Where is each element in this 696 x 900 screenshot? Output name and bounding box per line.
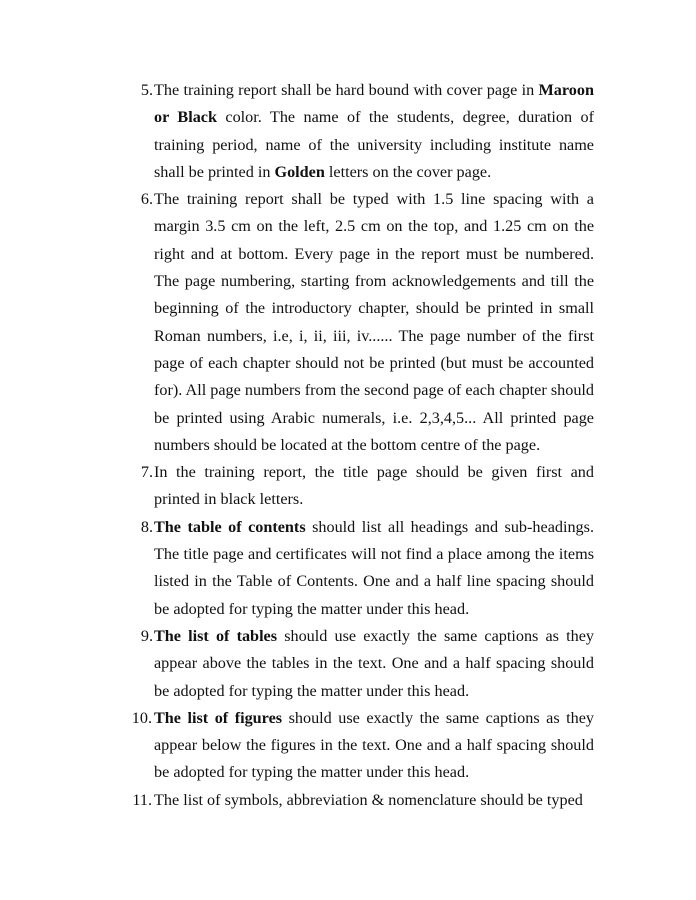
text-segment: should list all headings and sub-headings. The title page and certificates will not find a place among the items listed in the Table of Contents. One and a half line spacing should be adopted for typing the matter under this head. <box>154 517 595 618</box>
bold-segment: The list of tables <box>154 626 278 645</box>
item-number: 5. <box>140 81 153 99</box>
item-number: 7. <box>140 463 153 482</box>
text-segment: should use exactly the same captions as they appear above the tables in the text. One and a half spacing should be adopted for typing the matter under this head. <box>154 626 594 700</box>
list-item-7 <box>120 459 594 514</box>
item-text <box>154 791 583 809</box>
item-text <box>154 81 594 181</box>
item-text <box>154 518 594 618</box>
bold-segment: Maroon or Black <box>154 81 594 127</box>
item-number: 9. <box>140 626 153 645</box>
item-text <box>154 709 594 782</box>
item-text <box>154 463 594 508</box>
text-segment: letters on the cover page. <box>324 162 492 181</box>
list-item-8 <box>120 514 594 623</box>
text-segment: In the training report, the title page should be given first and printed in black letters. <box>154 463 594 509</box>
list-item-9 <box>120 623 594 705</box>
bold-segment: The list of figures <box>154 708 283 727</box>
item-text <box>154 627 594 700</box>
text-segment: The training report shall be typed with 1.5 line spacing with a margin 3.5 cm on the left, 2.5 cm on the top, and 1.25 cm on the right and at bottom. Every page in the report must be numbered. The page numbering, starting from acknowledgements and till the beginning of the introductory chapter, should be printed in small Roman numbers, i.e, i, ii, iii, iv...... The page number of the first page of each chapter should not be printed (but must be accounted for). All page numbers from the second page of each chapter should be printed using Arabic numerals, i.e. 2,3,4,5... All printed page numbers should be located at the bottom centre of the page. <box>154 190 594 454</box>
text-segment: The list of symbols, abbreviation & nomenclature should be typed <box>154 790 583 809</box>
item-number: 10. <box>131 708 152 727</box>
list-item-10 <box>120 705 594 787</box>
bold-segment: Golden <box>274 162 325 181</box>
list-item-6 <box>120 186 594 459</box>
text-segment: The training report shall be hard bound with cover page in <box>154 81 539 99</box>
bold-segment: The table of contents <box>154 517 306 536</box>
item-number: 6. <box>140 190 153 209</box>
text-segment: should use exactly the same captions as they appear below the figures in the text. One and a half spacing should be adopted for typing the matter under this head. <box>154 708 594 782</box>
text-segment: color. The name of the students, degree, duration of training period, name of the university including institute name shall be printed in <box>154 108 595 181</box>
item-text <box>154 190 594 454</box>
list-item-5 <box>120 77 594 186</box>
guidelines-list <box>120 77 594 814</box>
item-number: 8. <box>140 517 153 536</box>
list-item-11 <box>120 787 594 814</box>
item-number: 11. <box>132 790 152 809</box>
